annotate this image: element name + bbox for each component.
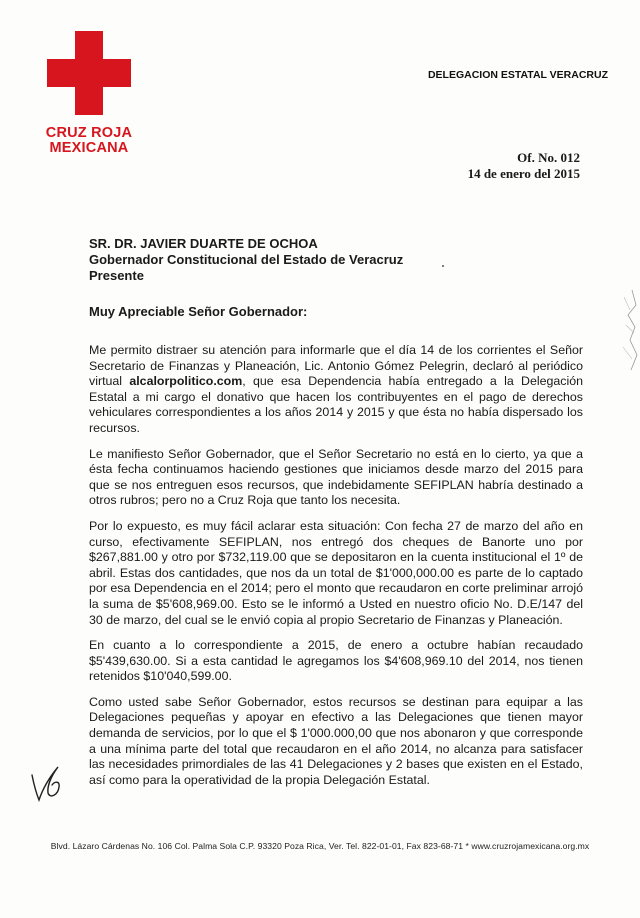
letter-body (89, 343, 583, 798)
recipient-title: Gobernador Constitucional del Estado de Veracruz (89, 252, 404, 267)
letter-date: 14 de enero del 2015 (467, 166, 580, 181)
news-outlet-name: alcalorpolitico.com (129, 374, 243, 389)
recipient-presente: Presente (89, 268, 144, 283)
organization-name-line1: CRUZ ROJA (45, 125, 133, 141)
paragraph-3: Por lo expuesto, es muy fácil aclarar esta situación: Con fecha 27 de marzo del año en curso, efectivamente SEFIPLAN, nos entregó dos cheques de Banorte uno por $267,881.00 y otro por $732,119.00 que se depositaron en la cuenta institucional el 1º de abril. Estas dos cantidades, que nos da un total de $1'000,000.00 es parte de lo captado por esa Dependencia en el 2014; pero el monto que recaudaron en corte preliminar arrojó la suma de $5'608,969.00. Esto se le informó a Usted en nuestro oficio No. D.E/147 del 30 de marzo, del cual se le envió copia al propio Secretario de Finanzas y Planeación. (89, 518, 583, 627)
salutation: Muy Apreciable Señor Gobernador: (89, 304, 308, 319)
paragraph-1-after: , que esa Dependencia había entregado a la Delegación Estatal a mi cargo el donativo que hacen los contribuyentes en el pago de derechos vehiculares correspondientes a los años 2014 y 2015 y que ésta no había dispersado los recursos. (89, 374, 583, 435)
scan-speck (442, 265, 444, 267)
red-cross-emblem-icon (47, 31, 131, 115)
handwritten-initials-icon (28, 745, 72, 805)
paragraph-1 (89, 343, 583, 437)
delegation-name: DELEGACION ESTATAL VERACRUZ (427, 69, 608, 81)
organization-name-line2: MEXICANA (49, 140, 129, 156)
reference-block (468, 150, 580, 182)
footer-address: Blvd. Lázaro Cárdenas No. 106 Col. Palma Sola C.P. 93320 Poza Rica, Ver. Tel. 822-01-01, Fax 823-68-71 * www.cruzrojamexicana.org.mx (50, 841, 590, 851)
organization-name (30, 126, 148, 156)
paragraph-2: Le manifiesto Señor Gobernador, que el Señor Secretario no está en lo cierto, ya que a ésta fecha continuamos haciendo gestiones que iniciamos desde marzo del 2015 para que se nos entreguen esos recursos, que indebidamente SEFIPLAN habría destinado a otros rubros; pero no a Cruz Roja que tanto los necesita. (89, 446, 583, 508)
scan-edge-mark-icon (618, 285, 640, 375)
office-number: Of. No. 012 (517, 150, 580, 165)
paragraph-5: Como usted sabe Señor Gobernador, estos recursos se destinan para equipar a las Delegaciones pequeñas y apoyar en efectivo a las Delegaciones que tienen mayor demanda de servicios, por lo que el $ 1'000.000,00 que nos abonaron y que corresponde a una mínima parte del total que recaudaron en el año 2014, no alcanza para satisfacer las necesidades primordiales de las 41 Delegaciones y 2 bases que existen en el Estado, así como para la operatividad de la propia Delegación Estatal. (89, 694, 583, 787)
recipient-block (89, 236, 403, 284)
paragraph-1-before: Me permito distraer su atención para informarle que el día 14 de los corrientes el Señor Secretario de Finanzas y Planeación, Lic. Antonio Gómez Pelegrin, declaró al periódico virtual (89, 343, 583, 389)
paragraph-4: En cuanto a lo correspondiente a 2015, de enero a octubre habían recaudado $5'439,630.00. Si a esta cantidad le agregamos los $4'608,969.10 del 2014, nos tienen retenidos $10'040,599.00. (89, 638, 583, 684)
recipient-name: SR. DR. JAVIER DUARTE DE OCHOA (89, 236, 318, 251)
